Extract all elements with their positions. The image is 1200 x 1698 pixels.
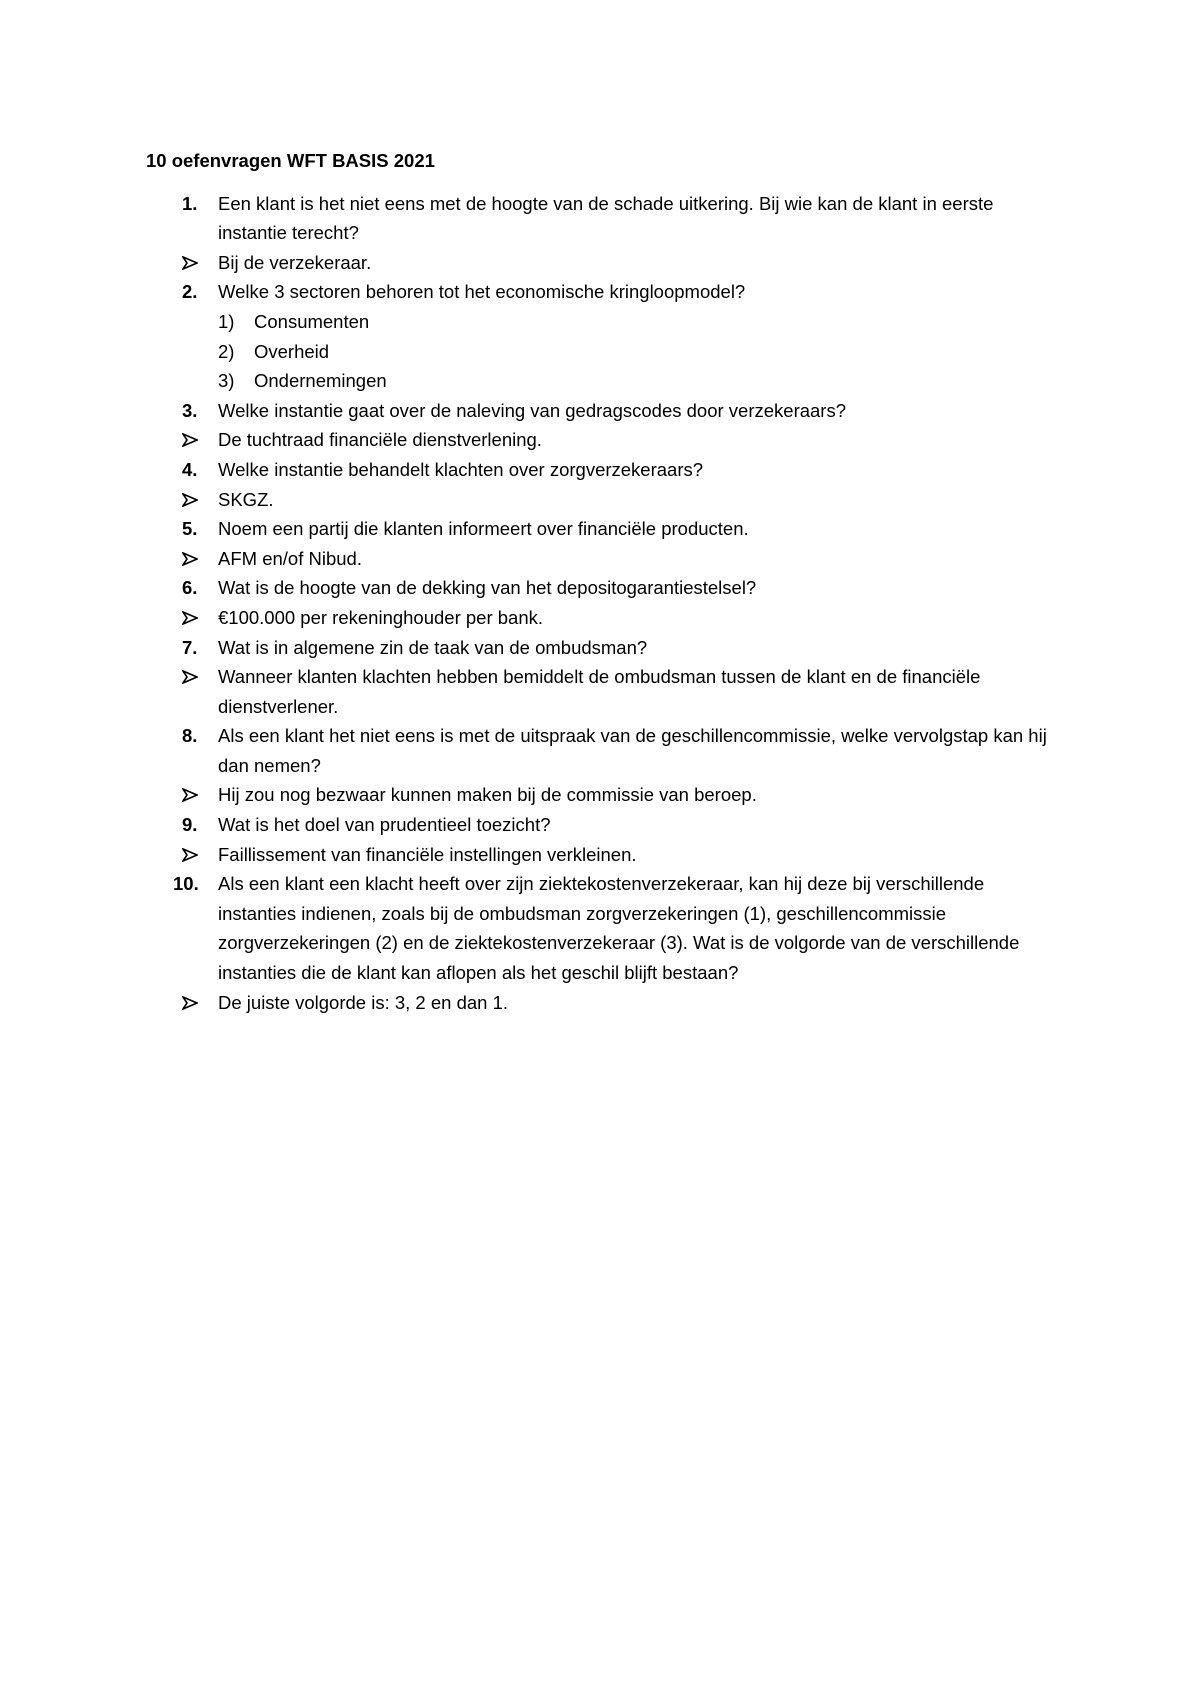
- sub-list-item: [146, 307, 1066, 337]
- question-item: [146, 277, 1066, 307]
- answer-text: Wanneer klanten klachten hebben bemiddelt de ombudsman tussen de klant en de financiële dienstverlener.: [218, 666, 981, 717]
- answer-item: [146, 603, 1066, 633]
- question-text: Wat is het doel van prudentieel toezicht?: [218, 814, 551, 836]
- answer-text: De juiste volgorde is: 3, 2 en dan 1.: [218, 991, 509, 1013]
- sub-list-item: [146, 366, 1066, 396]
- arrow-bullet-icon: [182, 988, 206, 1010]
- question-text: Een klant is het niet eens met de hoogte van de schade uitkering. Bij wie kan de klant in eerste instantie terecht?: [218, 192, 994, 244]
- question-item: [146, 573, 1066, 603]
- question-text: Welke instantie gaat over de naleving van gedragscodes door verzekeraars?: [218, 399, 847, 421]
- question-number: 1.: [182, 192, 198, 214]
- sub-list-text: Ondernemingen: [254, 370, 387, 392]
- question-number: 3.: [182, 399, 198, 421]
- answer-item: [146, 544, 1066, 574]
- answer-text: AFM en/of Nibud.: [218, 547, 362, 569]
- answer-text: Bij de verzekeraar.: [218, 251, 372, 273]
- question-item: [146, 869, 1066, 987]
- question-number: 8.: [182, 725, 198, 747]
- document-content: [146, 146, 1066, 1017]
- arrow-bullet-icon: [182, 544, 206, 566]
- arrow-bullet-icon: [182, 425, 206, 447]
- question-number: 5.: [182, 518, 198, 540]
- question-number: 10.: [173, 873, 199, 895]
- question-list: [146, 189, 1066, 1018]
- question-item: [146, 396, 1066, 426]
- answer-item: [146, 840, 1066, 870]
- answer-item: [146, 425, 1066, 455]
- sub-list-item: [146, 337, 1066, 367]
- arrow-bullet-icon: [182, 248, 206, 270]
- sub-list-text: Overheid: [254, 340, 330, 362]
- answer-item: [146, 485, 1066, 515]
- question-number: 6.: [182, 577, 198, 599]
- question-item: [146, 633, 1066, 663]
- question-item: [146, 189, 1066, 248]
- answer-text: €100.000 per rekeninghouder per bank.: [218, 606, 544, 628]
- question-text: Als een klant het niet eens is met de uitspraak van de geschillencommissie, welke vervolgstap kan hij dan nemen?: [218, 725, 1047, 776]
- sub-list-text: Consumenten: [254, 310, 370, 332]
- sub-list-number: 3): [218, 370, 235, 392]
- question-text: Wat is in algemene zin de taak van de ombudsman?: [218, 636, 648, 658]
- sub-list-number: 2): [218, 340, 235, 362]
- arrow-bullet-icon: [182, 662, 206, 684]
- answer-item: [146, 780, 1066, 810]
- answer-text: Faillissement van financiële instellingen verkleinen.: [218, 843, 637, 865]
- arrow-bullet-icon: [182, 780, 206, 802]
- question-text: Noem een partij die klanten informeert over financiële producten.: [218, 518, 749, 540]
- question-text: Welke 3 sectoren behoren tot het economische kringloopmodel?: [218, 281, 746, 303]
- answer-text: SKGZ.: [218, 488, 274, 510]
- question-text: Als een klant een klacht heeft over zijn ziektekostenverzekeraar, kan hij deze bij verschillende instanties indienen, zoals bij de ombudsman zorgverzekeringen (1), geschillencommissie zorgverzekeringen (2) en de ziektekostenverzekeraar (3). Wat is de volgorde van de verschillende instanties die de klant kan aflopen als het geschil blijft bestaan?: [218, 873, 1020, 984]
- sub-list-number: 1): [218, 310, 235, 332]
- question-item: [146, 514, 1066, 544]
- question-item: [146, 810, 1066, 840]
- answer-item: [146, 988, 1066, 1018]
- question-item: [146, 721, 1066, 780]
- arrow-bullet-icon: [182, 603, 206, 625]
- question-number: 7.: [182, 636, 198, 658]
- question-number: 9.: [182, 814, 198, 836]
- question-number: 4.: [182, 458, 198, 480]
- document-title: 10 oefenvragen WFT BASIS 2021: [146, 150, 435, 171]
- question-text: Welke instantie behandelt klachten over zorgverzekeraars?: [218, 458, 704, 480]
- answer-item: [146, 248, 1066, 278]
- question-text: Wat is de hoogte van de dekking van het depositogarantiestelsel?: [218, 577, 757, 599]
- answer-text: Hij zou nog bezwaar kunnen maken bij de commissie van beroep.: [218, 784, 757, 806]
- question-number: 2.: [182, 281, 198, 303]
- answer-item: [146, 662, 1066, 721]
- question-item: [146, 455, 1066, 485]
- answer-text: De tuchtraad financiële dienstverlening.: [218, 429, 542, 451]
- arrow-bullet-icon: [182, 840, 206, 862]
- arrow-bullet-icon: [182, 485, 206, 507]
